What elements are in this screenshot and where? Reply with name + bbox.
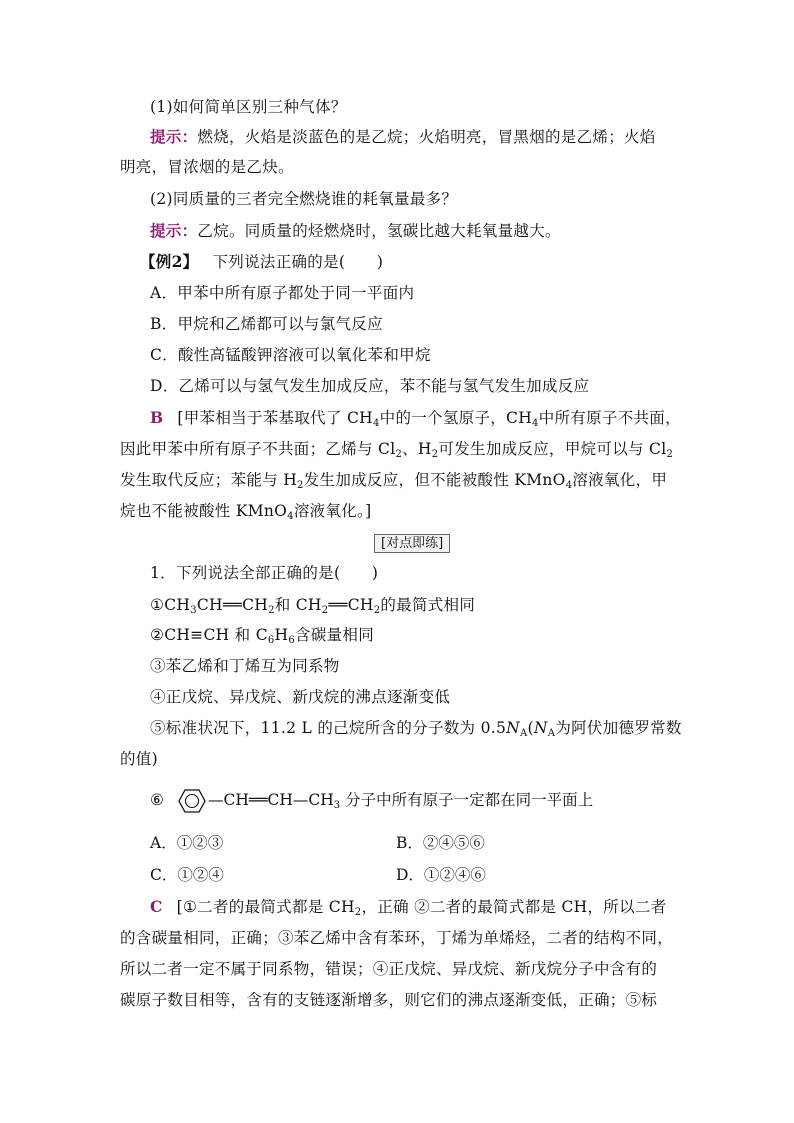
example-explanation-line-3: 发生取代反应；苯能与 $H_2$发生加成反应，但不能被酸性 KMnO$_4$溶液氧化，甲 <box>120 471 668 491</box>
statement-3: ③苯乙烯和丁烯互为同系物 <box>150 657 340 675</box>
exp-text: ，正确 ②二者的最简式都是 CH，所以二者 <box>361 898 667 916</box>
exercise-option-d: D．①②④⑥ <box>396 866 486 884</box>
exercise-option-b: B．②④⑤⑥ <box>396 834 485 852</box>
stmt-text: ( <box>527 719 534 737</box>
example-option-a: A．甲苯中所有原子都处于同一平面内 <box>150 284 415 302</box>
exercise-option-c: C．①②④ <box>150 866 224 884</box>
exp-text: 中所有原子不共面， <box>538 409 681 427</box>
example-stem-text: 下列说法正确的是( ) <box>212 253 384 271</box>
exp-text: 发生加成反应，但不能被酸性 KMnO <box>303 471 566 489</box>
answer-letter: B <box>150 408 164 427</box>
statement-5 <box>150 717 680 739</box>
statement-6 <box>150 786 680 816</box>
stmt-text: ②CH≡CH 和 C <box>150 626 268 644</box>
stmt-text: 的最简式相同 <box>380 596 476 614</box>
stmt-text: ══CH <box>328 596 374 614</box>
exercise-explanation-line-1: C [①二者的最简式都是 $CH_2$，正确 ②二者的最简式都是 CH，所以二者 <box>150 897 667 918</box>
example-option-b: B．甲烷和乙烯都可以与氯气反应 <box>150 315 383 333</box>
stmt-sub: A <box>547 728 556 739</box>
hint-label: 提示： <box>150 127 198 146</box>
exp-text: 发生取代反应；苯能与 H <box>120 471 298 489</box>
example-option-d: D．乙烯可以与氢气发生加成反应，苯不能与氢气发生加成反应 <box>150 377 590 395</box>
exp-text: 、H <box>402 440 432 458</box>
example-explanation-line-4: 烷也不能被酸性 KMnO$_4$溶液氧化。] <box>120 502 372 522</box>
stmt-text: CH══CH <box>196 596 269 614</box>
stmt-text: 为阿伏加德罗常数 <box>555 719 682 737</box>
example-label: 【例2】 <box>140 252 199 271</box>
statement-1: $①CH_3CH══CH_2$和 $CH_2══CH_2$的最简式相同 <box>150 596 476 616</box>
hint-2 <box>150 220 680 242</box>
section-tag: [对点即练] <box>374 534 450 553</box>
exp-text: 中的一个氢原子，CH <box>379 409 533 427</box>
exp-text: [①二者的最简式都是 CH <box>176 898 355 916</box>
stmt-sub: A <box>520 728 528 739</box>
exp-text: 因此甲苯中所有原子不共面；乙烯与 Cl <box>120 440 396 458</box>
exp-text: [甲苯相当于苯基取代了 CH <box>177 409 373 427</box>
statement-4: ④正戊烷、异戊烷、新戊烷的沸点逐渐变低 <box>150 688 451 706</box>
hint-1-continued: 明亮，冒浓烟的是乙炔。 <box>120 158 294 176</box>
example-explanation-line-1: B [甲苯相当于苯基取代了 $CH_4$中的一个氢原子，$CH_4$中所有原子不共面， <box>150 408 681 429</box>
stmt-text: N <box>533 719 548 737</box>
question-2-text: (2)同质量的三者完全燃烧谁的耗氧量最多？ <box>150 190 458 208</box>
stmt-text: N <box>506 719 521 737</box>
styrene-formula: $—CH══CH—CH_3$ 分子中所有原子一定都在同一平面上 <box>208 791 594 811</box>
exercise-explanation-line-3: 所以二者一定不属于同系物，错误；④正戊烷、异戊烷、新戊烷分子中含有的 <box>120 960 658 978</box>
stmt-text: 分子中所有原子一定都在同一平面上 <box>345 791 594 809</box>
stmt-text: ①CH <box>150 596 191 614</box>
exercise-option-a: A．①②③ <box>150 834 224 852</box>
statement-5-continued: 的值) <box>120 750 158 768</box>
stmt-text: 含碳量相同 <box>295 626 375 644</box>
example-2-stem <box>140 251 670 273</box>
stmt-text: H <box>274 626 289 644</box>
example-option-c: C．酸性高锰酸钾溶液可以氧化苯和甲烷 <box>150 346 431 364</box>
exercise-explanation-line-4: 碳原子数目相等，含有的支链逐渐增多，则它们的沸点逐渐变低，正确；⑤标 <box>120 991 658 1009</box>
stmt-text: ⑥ <box>150 791 164 809</box>
statement-2: ②CH≡CH 和 $C_6H_6$含碳量相同 <box>150 626 375 646</box>
hint-label: 提示： <box>150 221 198 240</box>
example-explanation-line-2: 因此甲苯中所有原子不共面；乙烯与 $Cl_2$、$H_2$可发生加成反应，甲烷可以与 $Cl_2$ <box>120 440 674 460</box>
exercise-explanation-line-2: 的含碳量相同，正确；③苯乙烯中含有苯环，丁烯为单烯烃，二者的结构不同， <box>120 929 674 947</box>
stmt-text: —CH══CH—CH <box>208 791 334 809</box>
hint-1-text: 燃烧，火焰是淡蓝色的是乙烷；火焰明亮，冒黑烟的是乙烯；火焰 <box>197 128 656 146</box>
hint-1 <box>150 126 680 148</box>
exp-text: 溶液氧化，甲 <box>572 471 668 489</box>
benzene-ring-icon <box>170 786 210 816</box>
stmt-text: 和 CH <box>274 596 322 614</box>
question-1-text: (1)如何简单区别三种气体？ <box>150 98 347 116</box>
answer-letter: C <box>150 897 163 916</box>
exercise-1-stem: 1．下列说法全部正确的是( ) <box>150 564 379 582</box>
exp-text: 烷也不能被酸性 KMnO <box>120 502 288 520</box>
exp-text: 溶液氧化。] <box>293 502 372 520</box>
exp-text: 可发生加成反应，甲烷可以与 Cl <box>438 440 667 458</box>
hint-2-text: 乙烷。同质量的烃燃烧时，氢碳比越大耗氧量越大。 <box>197 222 561 240</box>
stmt-text: ⑤标准状况下，11.2 L 的己烷所含的分子数为 0.5 <box>150 719 507 737</box>
